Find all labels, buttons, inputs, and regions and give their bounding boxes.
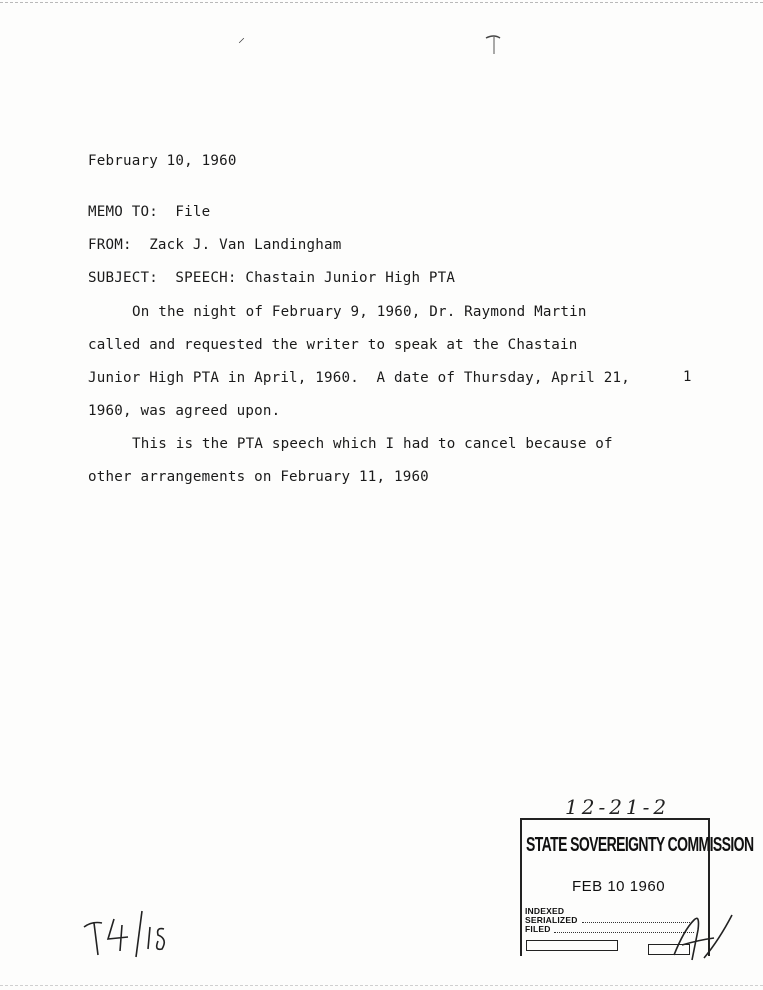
stamp-date: FEB 10 1960 bbox=[572, 878, 666, 895]
body-line-2: called and requested the writer to speak at the Chastain bbox=[88, 337, 578, 353]
memo-to-line: MEMO TO: File bbox=[88, 204, 211, 220]
handwritten-index-mark bbox=[78, 905, 188, 965]
memo-subject-line: SUBJECT: SPEECH: Chastain Junior High PTA bbox=[88, 270, 456, 286]
initials-scribble bbox=[664, 900, 734, 970]
stamp-title: STATE SOVEREIGNTY COMMISSION bbox=[526, 832, 754, 856]
margin-mark: 1 bbox=[683, 369, 692, 385]
scan-mark-left: ⸝ bbox=[238, 30, 245, 46]
body-line-6: other arrangements on February 11, 1960 bbox=[88, 469, 429, 485]
commission-stamp bbox=[520, 818, 754, 956]
body-line-5: This is the PTA speech which I had to cancel because of bbox=[132, 436, 613, 452]
scan-mark-right bbox=[484, 32, 504, 56]
top-scan-edge bbox=[0, 2, 763, 3]
stamp-indexed-label: INDEXED bbox=[525, 906, 565, 916]
stamp-serialized-label: SERIALIZED bbox=[525, 915, 578, 925]
stamp-handwritten-number: 12-21-2 bbox=[565, 795, 671, 819]
memo-from-line: FROM: Zack J. Van Landingham bbox=[88, 237, 342, 253]
stamp-filed-label: FILED bbox=[525, 924, 551, 934]
bottom-scan-edge bbox=[0, 985, 763, 986]
body-line-3: Junior High PTA in April, 1960. A date of Thursday, April 21, bbox=[88, 370, 630, 386]
body-line-4: 1960, was agreed upon. bbox=[88, 403, 281, 419]
memo-date: February 10, 1960 bbox=[88, 153, 237, 169]
body-line-1: On the night of February 9, 1960, Dr. Raymond Martin bbox=[132, 304, 587, 320]
stamp-box-left bbox=[526, 940, 618, 951]
